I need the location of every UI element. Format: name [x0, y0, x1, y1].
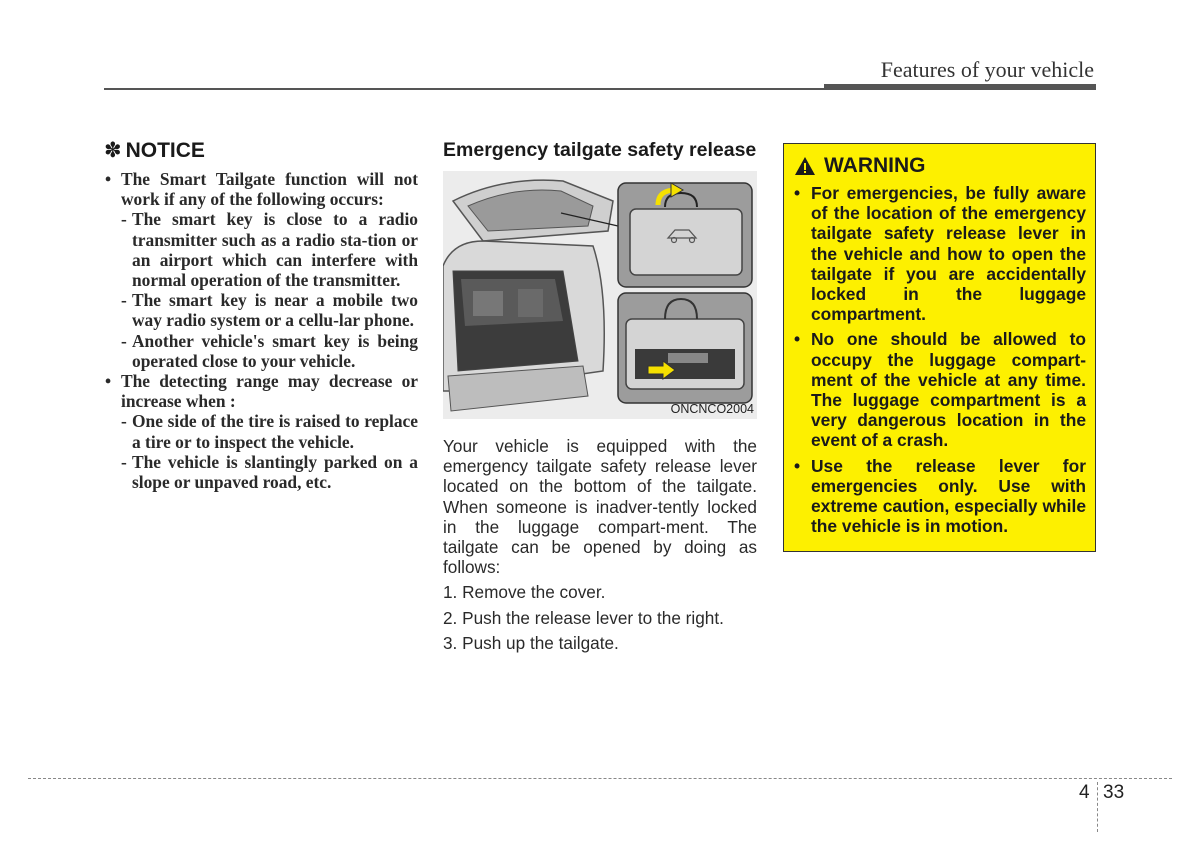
header-title: Features of your vehicle — [880, 57, 1094, 82]
header-rule-accent — [824, 84, 1096, 90]
notice-section — [104, 138, 418, 492]
release-section — [443, 140, 757, 653]
release-paragraph: Your vehicle is equipped with the emergency tailgate safety release lever located on the bottom of the tailgate. When someone is inadver-tently locked in the luggage compart-ment. The tailgate can be opened by doing as follows: — [443, 436, 757, 578]
notice-dash-item: - The smart key is near a mobile two way radio system or a cellu-lar phone. — [121, 290, 418, 331]
footer-divider — [1097, 782, 1098, 832]
header-rule — [104, 88, 824, 90]
release-step: 2. Push the release lever to the right. — [443, 607, 724, 628]
warning-item: • No one should be allowed to occupy the luggage compart-ment of the vehicle at any time. The luggage compartment is a very dangerous location in the event of a crash. — [794, 329, 1086, 451]
notice-title: NOTICE — [125, 139, 205, 162]
release-step: 3. Push up the tailgate. — [443, 632, 619, 653]
warning-box — [783, 143, 1096, 552]
footer-rule — [28, 778, 1172, 779]
notice-bullet-item: • The Smart Tailgate function will not work if any of the following occurs: — [105, 169, 418, 210]
notice-list — [104, 169, 418, 492]
page-number: 33 — [1103, 782, 1125, 803]
notice-bullet-item: • The detecting range may decrease or increase when : — [105, 371, 418, 412]
warning-list — [794, 183, 1086, 536]
notice-heading — [104, 138, 418, 163]
notice-dash-item: - The smart key is close to a radio transmitter such as a radio sta-tion or an airport which can interfere with normal operation of the transmitter. — [121, 209, 418, 291]
release-title: Emergency tailgate safety release — [443, 139, 757, 161]
notice-dash-item: - One side of the tire is raised to replace a tire or to inspect the vehicle. — [121, 411, 418, 452]
figure-code: ONCNCO2004 — [670, 402, 754, 416]
warning-item: • Use the release lever for emergencies only. Use with extreme caution, especially while the vehicle is in motion. — [794, 455, 1086, 537]
notice-dash-item: - Another vehicle's smart key is being operated close to your vehicle. — [121, 330, 418, 371]
warning-title: WARNING — [824, 154, 926, 177]
page-chapter: 4 — [1079, 782, 1090, 803]
tailgate-release-figure — [443, 171, 757, 419]
asterisk-icon: ✽ — [104, 139, 122, 162]
tailgate-illustration — [443, 171, 757, 419]
warning-item: • For emergencies, be fully aware of the location of the emergency tailgate safety release lever in the vehicle and how to open the tailgate if you are accidentally locked in the luggage compartment. — [794, 183, 1086, 325]
warning-heading — [794, 154, 1086, 178]
warning-triangle-icon — [794, 156, 816, 176]
release-step: 1. Remove the cover. — [443, 582, 606, 603]
notice-dash-item: - The vehicle is slantingly parked on a slope or unpaved road, etc. — [121, 451, 418, 493]
